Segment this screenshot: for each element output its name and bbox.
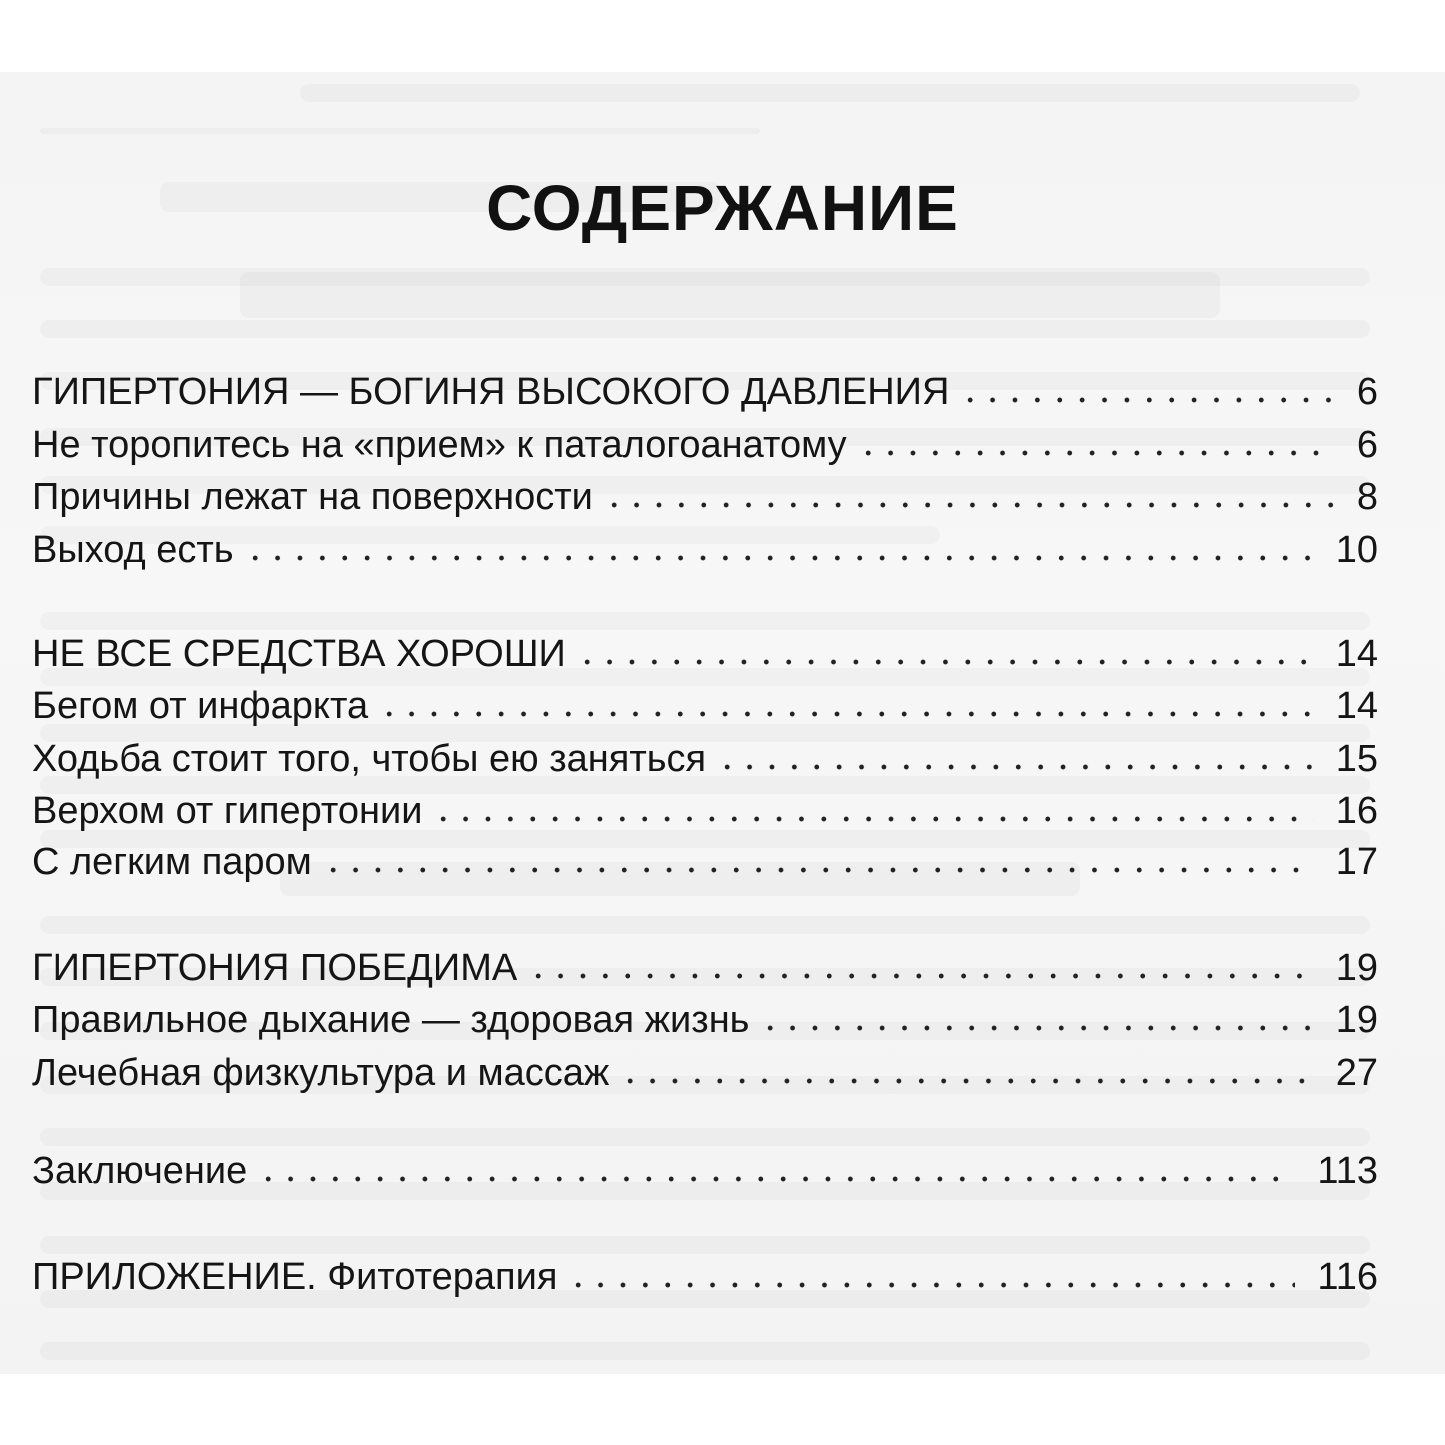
toc-entry-page: 17 bbox=[1335, 841, 1378, 883]
toc-entry-section bbox=[32, 1050, 1378, 1096]
dot-leader bbox=[576, 659, 1314, 665]
dot-leader bbox=[432, 816, 1313, 822]
toc-entry-chapter bbox=[32, 631, 1378, 677]
toc-entry-chapter bbox=[32, 1254, 1378, 1300]
toc-entry-page: 113 bbox=[1317, 1150, 1378, 1192]
dot-leader bbox=[527, 973, 1314, 979]
toc-entry-section bbox=[32, 1148, 1378, 1194]
toc-entry-page: 19 bbox=[1335, 999, 1378, 1041]
toc-entry-title: Правильное дыхание — здоровая жизнь bbox=[32, 999, 750, 1041]
toc-entry-page: 19 bbox=[1335, 947, 1378, 989]
toc-entry-section bbox=[32, 683, 1378, 729]
toc-entry-page: 14 bbox=[1335, 633, 1378, 675]
toc-entry-title: ГИПЕРТОНИЯ ПОБЕДИМА bbox=[32, 947, 518, 989]
toc-entry-title: Заключение bbox=[32, 1150, 248, 1192]
toc-entry-chapter bbox=[32, 945, 1378, 991]
toc-entry-title: Верхом от гипертонии bbox=[32, 790, 423, 832]
toc-entry-page: 116 bbox=[1317, 1256, 1378, 1298]
dot-leader bbox=[603, 502, 1335, 508]
toc-entry-title: ГИПЕРТОНИЯ — БОГИНЯ ВЫСОКОГО ДАВЛЕНИЯ bbox=[32, 371, 950, 413]
toc-entry-title: С легким паром bbox=[32, 841, 312, 883]
dot-leader bbox=[567, 1282, 1295, 1288]
toc-entry-title: Ходьба стоит того, чтобы ею заняться bbox=[32, 738, 707, 780]
toc-entry-title: НЕ ВСЕ СРЕДСТВА ХОРОШИ bbox=[32, 633, 566, 675]
dot-leader bbox=[619, 1078, 1313, 1084]
toc-entry-page: 15 bbox=[1335, 738, 1378, 780]
dot-leader bbox=[716, 764, 1314, 770]
toc-entry-chapter bbox=[32, 369, 1378, 415]
dot-leader bbox=[857, 450, 1335, 456]
page-title: СОДЕРЖАНИЕ bbox=[486, 172, 959, 244]
dot-leader bbox=[959, 397, 1334, 403]
toc-entry-title: Не торопитесь на «прием» к паталогоанатому bbox=[32, 424, 847, 466]
toc-entry-page: 14 bbox=[1335, 685, 1378, 727]
toc-entry-page: 10 bbox=[1335, 529, 1378, 571]
toc-entry-page: 6 bbox=[1356, 371, 1378, 413]
book-page bbox=[0, 72, 1445, 1374]
dot-leader bbox=[322, 867, 1314, 873]
toc-entry-section bbox=[32, 997, 1378, 1043]
toc-entry-section bbox=[32, 474, 1378, 520]
toc-entry-title: Причины лежат на поверхности bbox=[32, 476, 593, 518]
toc-entry-page: 6 bbox=[1356, 424, 1378, 466]
toc-entry-title: Бегом от инфаркта bbox=[32, 685, 369, 727]
toc-entry-section bbox=[32, 422, 1378, 468]
toc-entry-section bbox=[32, 788, 1378, 834]
toc-entry-page: 27 bbox=[1335, 1052, 1378, 1094]
table-of-contents bbox=[0, 72, 1445, 1374]
toc-entry-page: 16 bbox=[1335, 790, 1378, 832]
toc-entry-page: 8 bbox=[1356, 476, 1378, 518]
toc-entry-title: Выход есть bbox=[32, 529, 234, 571]
dot-leader bbox=[378, 711, 1314, 717]
toc-entry-section bbox=[32, 839, 1378, 885]
dot-leader bbox=[257, 1176, 1295, 1182]
dot-leader bbox=[244, 555, 1314, 561]
dot-leader bbox=[759, 1025, 1313, 1031]
toc-entry-section bbox=[32, 527, 1378, 573]
toc-entry-section bbox=[32, 736, 1378, 782]
toc-entry-title: Лечебная физкультура и массаж bbox=[32, 1052, 610, 1094]
toc-entry-title: ПРИЛОЖЕНИЕ. Фитотерапия bbox=[32, 1256, 558, 1298]
